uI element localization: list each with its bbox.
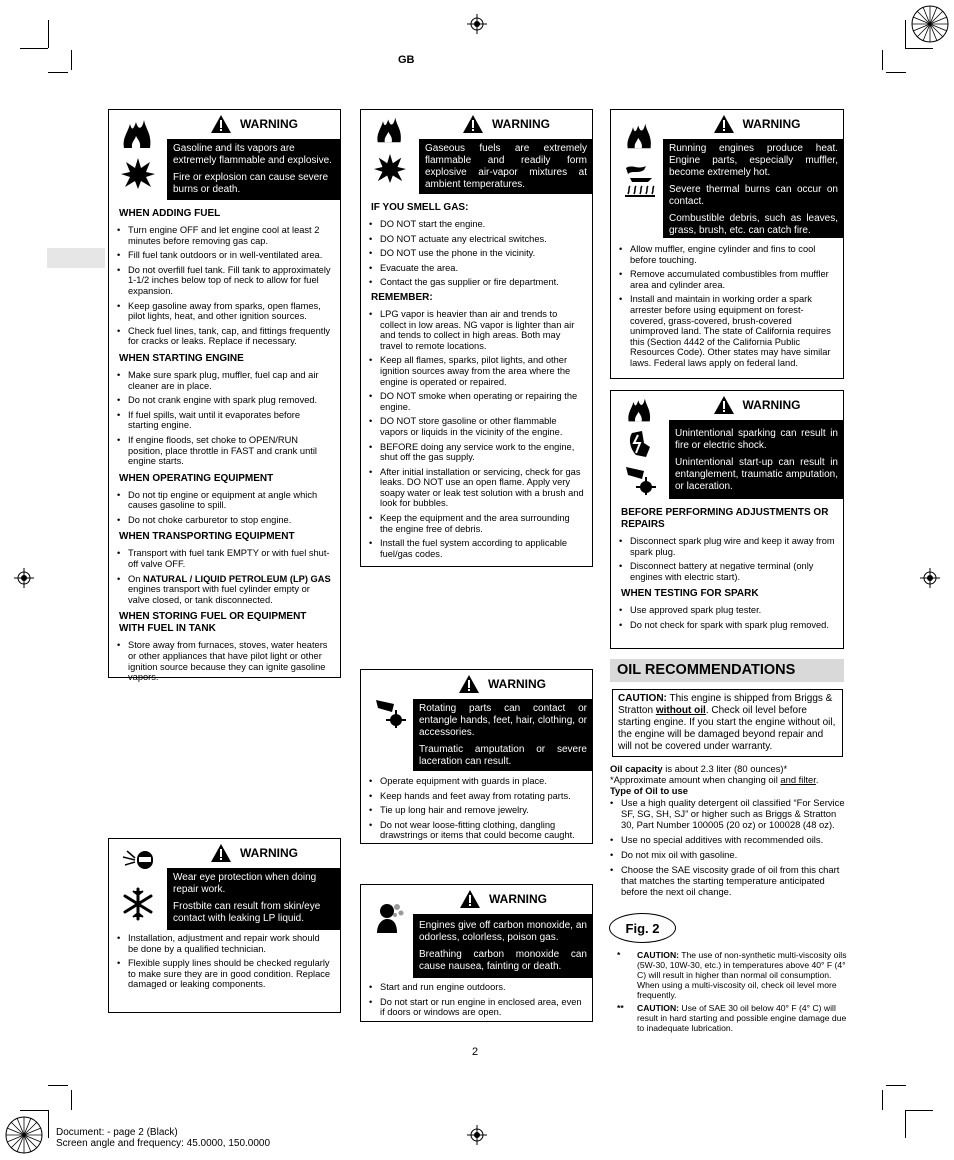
section-heading: IF YOU SMELL GAS:	[371, 202, 469, 213]
list-item: • Allow muffler, engine cylinder and fins to cool before touching.	[619, 244, 835, 265]
list-item: • Evacuate the area.	[369, 263, 584, 274]
crop-mark	[20, 48, 48, 49]
oil-capacity-line	[610, 763, 850, 774]
crop-mark	[882, 1090, 883, 1110]
list-item	[117, 574, 332, 606]
section-heading: WHEN STORING FUEL OR EQUIPMENT WITH FUEL IN TANK	[119, 611, 307, 635]
warning-label: WARNING	[240, 117, 298, 131]
list-item: • Flexible supply lines should be checked regularly to make sure they are in good condition. Replace damaged or leaking components.	[117, 958, 332, 990]
registration-mark-icon	[467, 1125, 487, 1145]
oil-approx-underline: and filter	[780, 774, 816, 785]
icon-column	[109, 839, 167, 934]
oil-approx-line	[610, 774, 850, 785]
lp-prefix: On	[128, 573, 143, 584]
eye-protection-icon	[121, 847, 155, 873]
lp-emphasis: NATURAL / LIQUID PETROLEUM (LP) GAS	[143, 573, 331, 584]
list-item: • Keep all flames, sparks, pilot lights, and other ignition sources away from the area where the engine is operated or repaired.	[369, 355, 584, 387]
crop-mark	[886, 72, 906, 73]
list-item: • After initial installation or servicing, check for gas leaks. DO NOT use an open flame. Apply very soapy water or leak test solution with a brush and look for bubbles.	[369, 467, 584, 509]
footer-line: Document: - page 2 (Black)	[56, 1127, 178, 1138]
warning-label: WARNING	[489, 892, 547, 906]
list-item: • If fuel spills, wait until it evaporates before starting engine.	[117, 410, 332, 431]
section-heading: REMEMBER:	[371, 291, 433, 303]
starburst-mark-icon	[4, 1115, 44, 1155]
warning-text: Gasoline and its vapors are extremely flammable and explosive.	[173, 143, 332, 166]
note-marker: **	[617, 1003, 624, 1013]
warning-triangle-icon	[713, 114, 735, 134]
crop-mark	[48, 20, 49, 48]
fire-icon	[624, 122, 656, 150]
note-label: CAUTION:	[637, 950, 680, 960]
list-item: • Install the fuel system according to applicable fuel/gas codes.	[369, 538, 584, 559]
list-item: • Contact the gas supplier or fire department.	[369, 277, 584, 288]
list-item: • Do not start or run engine in enclosed area, even if doors or windows are open.	[369, 997, 584, 1018]
list-item: • DO NOT smoke when operating or repairing the engine.	[369, 391, 584, 412]
list-item: • Do not overfill fuel tank. Fill tank to approximately 1-1/2 inches below top of neck to allow for fuel expansion.	[117, 265, 332, 297]
crop-mark	[48, 1085, 68, 1086]
crop-mark	[20, 1110, 48, 1111]
crop-mark	[886, 1085, 906, 1086]
oil-capacity-label: Oil capacity	[610, 763, 663, 774]
warning-message	[413, 699, 593, 771]
list-item: • Keep gasoline away from sparks, open flames, pilot lights, heat, and other ignition sources.	[117, 301, 332, 322]
list-item: • DO NOT use the phone in the vicinity.	[369, 248, 584, 259]
warning-triangle-icon	[210, 843, 232, 863]
warning-header	[669, 110, 844, 138]
caution-text: This engine is shipped from Briggs & Stratton	[618, 693, 833, 716]
gas-instructions	[369, 196, 584, 563]
warning-text: Traumatic amputation or severe laceration can result.	[419, 744, 587, 767]
section-heading: WHEN OPERATING EQUIPMENT	[119, 472, 274, 484]
list-item: • Remove accumulated combustibles from muffler area and cylinder area.	[619, 269, 835, 290]
toxic-fumes-icon	[375, 899, 405, 935]
section-heading: WHEN TESTING FOR SPARK	[621, 588, 759, 600]
registration-mark-icon	[14, 568, 34, 588]
warning-label: WARNING	[742, 398, 801, 412]
oil-approx-text: *Approximate amount when changing oil	[610, 774, 781, 785]
list-item: • Do not check for spark with spark plug removed.	[619, 620, 835, 631]
oil-approx-end: .	[815, 774, 819, 785]
fuel-warning-box	[108, 109, 341, 683]
warning-triangle-icon	[210, 114, 232, 134]
warning-triangle-icon	[713, 395, 735, 415]
warning-header	[413, 885, 593, 913]
warning-message	[419, 139, 593, 194]
lp-rest: engines transport with fuel cylinder empty or valve closed, or tank disconnected.	[128, 584, 310, 605]
hot-surface-icon	[622, 158, 658, 198]
note-label: CAUTION:	[637, 1003, 680, 1013]
crop-mark	[905, 20, 906, 48]
electric-shock-icon	[624, 427, 656, 461]
warning-triangle-icon	[458, 674, 480, 694]
page-number: 2	[472, 1046, 479, 1058]
crop-mark	[905, 1110, 933, 1111]
icon-column	[611, 110, 669, 238]
list-item: • Fill fuel tank outdoors or in well-ventilated area.	[117, 250, 332, 261]
gas-warning-box	[360, 109, 593, 567]
crop-mark	[905, 1110, 906, 1138]
note-marker: *	[617, 950, 621, 960]
list-item: • Do not choke carburetor to stop engine.	[117, 515, 332, 526]
fire-icon	[120, 118, 156, 150]
list-item: • Operate equipment with guards in place.	[369, 776, 584, 787]
starburst-mark-icon	[910, 4, 950, 44]
warning-text: Unintentional start-up can result in entanglement, traumatic amputation, or laceration.	[675, 457, 838, 492]
warning-message	[413, 914, 593, 978]
warning-text: Running engines produce heat. Engine parts, especially muffler, become extremely hot.	[669, 143, 838, 178]
entanglement-hazard-icon	[374, 696, 406, 728]
oil-note	[617, 1003, 847, 1033]
language-tab	[47, 248, 105, 268]
warning-text: Breathing carbon monoxide can cause nausea, fainting or death.	[419, 949, 587, 972]
list-item: • Check fuel lines, tank, cap, and fittings frequently for cracks or leaks. Replace if necessary.	[117, 326, 332, 347]
list-item: • Installation, adjustment and repair work should be done by a qualified technician.	[117, 933, 332, 954]
list-item: • Install and maintain in working order a spark arrester before using equipment on forest-covered, grass-covered, brush-covered unimproved land. The state of California requires this (Section 4442 of the California Public Resources Code). Other states may have similar laws. Federal laws apply on federal land.	[619, 294, 835, 368]
rotating-instructions	[369, 776, 584, 845]
print-footer	[56, 1127, 270, 1149]
list-item: • Disconnect spark plug wire and keep it away from spark plug.	[619, 536, 835, 557]
fire-icon	[625, 397, 655, 423]
explosion-icon	[373, 152, 407, 184]
caution-emphasis: without oil	[655, 705, 706, 716]
note-text: Use of SAE 30 oil below 40° F (4° C) will result in hard starting and possible engine damage due to inadequate lubrication.	[637, 1003, 847, 1033]
carbon-monoxide-warning-box	[360, 884, 593, 1022]
fuel-instructions	[117, 202, 332, 687]
warning-label: WARNING	[240, 846, 298, 860]
warning-triangle-icon	[459, 889, 481, 909]
list-item: • BEFORE doing any service work to the engine, shut off the gas supply.	[369, 442, 584, 463]
list-item: • DO NOT start the engine.	[369, 219, 584, 230]
oil-caution-box	[612, 689, 843, 757]
warning-message	[167, 868, 341, 930]
crop-mark	[48, 72, 68, 73]
warning-text: Gaseous fuels are extremely flammable and readily form explosive air-vapor mixtures at ambient temperatures.	[425, 143, 587, 190]
warning-message	[663, 139, 844, 238]
list-item: • Use approved spark plug tester.	[619, 605, 835, 616]
icon-column	[109, 110, 167, 202]
explosion-icon	[120, 156, 156, 190]
fire-icon	[373, 116, 407, 144]
list-item: • Use a high quality detergent oil classified “For Service SF, SG, SH, SJ” or higher such as Briggs & Stratton 30, Part Number 100005 (20 oz) or 100028 (48 oz).	[610, 797, 850, 830]
eye-instructions	[117, 933, 332, 994]
footer-line: Screen angle and frequency: 45.0000, 150.0000	[56, 1138, 271, 1149]
heat-warning-box	[610, 109, 844, 379]
warning-text: Unintentional sparking can result in fire or electric shock.	[675, 428, 838, 451]
list-item: • Store away from furnaces, stoves, water heaters or other appliances that have pilot light or other ignition source because they can ignite gasoline vapors.	[117, 640, 332, 682]
section-heading: BEFORE PERFORMING ADJUSTMENTS OR REPAIRS	[621, 507, 829, 530]
crop-mark	[48, 1110, 49, 1138]
crop-mark	[71, 50, 72, 70]
warning-text: Fire or explosion can cause severe burns or death.	[173, 172, 329, 195]
warning-text: Severe thermal burns can occur on contact.	[669, 184, 838, 207]
warning-header	[167, 110, 341, 138]
list-item: • Start and run engine outdoors.	[369, 982, 584, 993]
warning-label: WARNING	[488, 677, 546, 691]
caution-text: . Check oil level before starting engine. If you start the engine without oil, the engine will be damaged beyond repair and will not be covered under warranty.	[618, 705, 836, 752]
warning-header	[669, 391, 844, 419]
list-item: • Choose the SAE viscosity grade of oil from this chart that matches the starting temperature anticipated before the next oil change.	[610, 864, 850, 897]
warning-message	[167, 139, 341, 200]
crop-mark	[882, 50, 883, 70]
icon-column	[611, 391, 669, 503]
registration-mark-icon	[467, 14, 487, 34]
warning-header	[411, 670, 593, 698]
list-item: • Transport with fuel tank EMPTY or with fuel shut-off valve OFF.	[117, 548, 332, 569]
entanglement-hazard-icon	[624, 463, 656, 495]
list-item: • Disconnect battery at negative terminal (only engines with electric start).	[619, 561, 835, 582]
list-item: • Do not wear loose-fitting clothing, dangling drawstrings or items that could become caught.	[369, 820, 584, 841]
list-item: • LPG vapor is heavier than air and trends to collect in low areas. NG vapor is lighter than air and tends to collect in high areas. Both may travel to remote locations.	[369, 309, 584, 351]
figure-label: Fig. 2	[609, 913, 676, 943]
list-item: • Keep the equipment and the area surrounding the engine free of debris.	[369, 513, 584, 534]
crop-mark	[71, 1090, 72, 1110]
eye-protection-warning-box	[108, 838, 341, 1013]
list-item: • If engine floods, set choke to OPEN/RUN position, place throttle in FAST and crank until engine starts.	[117, 435, 332, 467]
list-item: • Do not mix oil with gasoline.	[610, 849, 850, 860]
section-heading: WHEN TRANSPORTING EQUIPMENT	[119, 531, 295, 543]
caution-label: CAUTION:	[618, 693, 667, 704]
section-heading: WHEN STARTING ENGINE	[119, 352, 244, 364]
oil-section-title: OIL RECOMMENDATIONS	[610, 659, 844, 682]
icon-column	[361, 110, 419, 192]
list-item: • Use no special additives with recommended oils.	[610, 834, 850, 845]
warning-header	[167, 839, 341, 867]
note-text: The use of non-synthetic multi-viscosity oils (5W-30, 10W-30, etc.) in temperatures above 40° F (4° C) will result in higher than normal oil consumption. When using a multi-viscosity oil, check oil level more frequently.	[637, 950, 847, 1000]
warning-header	[419, 110, 593, 138]
co-instructions	[369, 982, 584, 1022]
list-item: • Do not crank engine with spark plug removed.	[117, 395, 332, 406]
spark-warning-box	[610, 390, 844, 649]
list-item: • DO NOT actuate any electrical switches.	[369, 234, 584, 245]
list-item: • Turn engine OFF and let engine cool at least 2 minutes before removing gas cap.	[117, 225, 332, 246]
warning-text: Wear eye protection when doing repair work.	[173, 872, 317, 895]
warning-text: Rotating parts can contact or entangle hands, feet, hair, clothing, or accessories.	[419, 703, 587, 738]
icon-column	[361, 885, 419, 981]
crop-mark	[905, 48, 933, 49]
list-item: • Make sure spark plug, muffler, fuel cap and air cleaner are in place.	[117, 370, 332, 391]
warning-text: Frostbite can result from skin/eye contact with leaking LP liquid.	[173, 901, 321, 924]
rotating-parts-warning-box	[360, 669, 593, 844]
language-code: GB	[398, 54, 415, 66]
warning-label: WARNING	[492, 117, 550, 131]
list-item: • Tie up long hair and remove jewelry.	[369, 805, 584, 816]
oil-details	[610, 763, 850, 901]
warning-triangle-icon	[462, 114, 484, 134]
oil-note	[617, 950, 847, 1000]
registration-mark-icon	[920, 568, 940, 588]
warning-message	[669, 420, 844, 499]
list-item: • Keep hands and feet away from rotating parts.	[369, 791, 584, 802]
spark-instructions	[619, 501, 835, 635]
list-item: • DO NOT store gasoline or other flammable vapors or liquids in the vicinity of the engine.	[369, 416, 584, 437]
warning-text: Engines give off carbon monoxide, an odorless, colorless, poison gas.	[419, 920, 587, 943]
list-item: • Do not tip engine or equipment at angle which causes gasoline to spill.	[117, 490, 332, 511]
oil-type-heading: Type of Oil to use	[610, 785, 688, 796]
oil-notes	[617, 950, 847, 1036]
section-heading: WHEN ADDING FUEL	[119, 208, 221, 219]
warning-label: WARNING	[742, 117, 801, 131]
frostbite-snowflake-icon	[121, 887, 155, 921]
warning-text: Combustible debris, such as leaves, grass, brush, etc. can catch fire.	[669, 213, 838, 236]
oil-capacity-text: is about 2.3 liter (80 ounces)*	[662, 763, 788, 774]
heat-instructions	[619, 244, 835, 373]
